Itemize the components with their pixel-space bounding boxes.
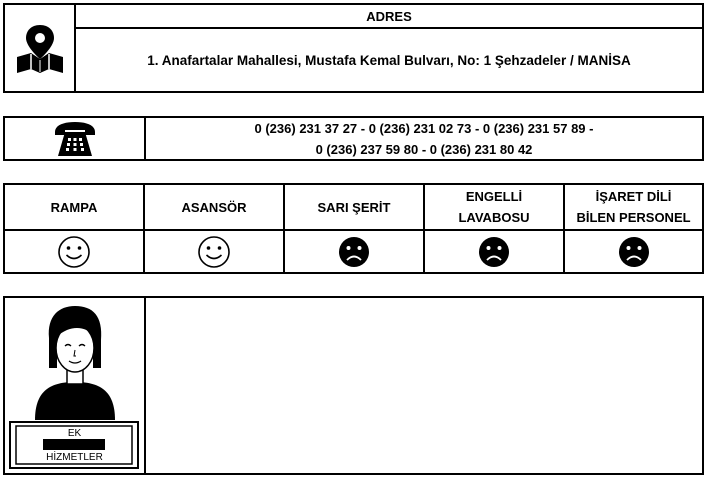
map-pin-icon	[13, 21, 67, 75]
header-asansor-label: ASANSÖR	[181, 199, 247, 215]
header-sari-serit	[285, 185, 423, 229]
header-rampa	[5, 185, 143, 229]
accessibility-table	[3, 183, 704, 274]
header-engelli-lavabosu-line2: LAVABOSU	[458, 210, 530, 225]
services-content	[146, 298, 702, 473]
services-icon-cell	[5, 298, 144, 473]
frown-icon	[617, 235, 651, 269]
status-asansor	[145, 231, 283, 272]
phone-box	[3, 116, 704, 161]
header-engelli-lavabosu	[425, 185, 563, 229]
smile-icon	[197, 235, 231, 269]
sign-line-1: EK	[67, 428, 82, 439]
address-box	[3, 3, 704, 93]
phone-line-1: 0 (236) 231 37 27 - 0 (236) 231 02 73 - 0 (236) 231 57 89 -	[254, 121, 594, 136]
status-rampa	[5, 231, 143, 272]
address-header: ADRES	[366, 8, 412, 24]
phone-icon-cell	[5, 118, 144, 159]
address-text: 1. Anafartalar Mahallesi, Mustafa Kemal Bulvarı, No: 1 Şehzadeler / MANİSA	[147, 52, 631, 68]
status-sari-serit	[285, 231, 423, 272]
header-rampa-label: RAMPA	[50, 199, 98, 215]
person-icon	[5, 298, 144, 473]
address-icon-cell	[5, 5, 75, 91]
frown-icon	[337, 235, 371, 269]
sign-line-2: HİZMETLER	[46, 452, 103, 463]
phone-line-2: 0 (236) 237 59 80 - 0 (236) 231 80 42	[315, 142, 533, 157]
header-isaret-dili-line2: BİLEN PERSONEL	[576, 210, 691, 225]
services-box	[3, 296, 704, 475]
header-sari-serit-label: SARI ŞERİT	[317, 199, 391, 215]
status-isaret-dili	[565, 231, 702, 272]
header-asansor	[145, 185, 283, 229]
phone-numbers	[146, 118, 702, 159]
smile-icon	[57, 235, 91, 269]
telephone-icon	[52, 120, 98, 158]
frown-icon	[477, 235, 511, 269]
header-isaret-dili-line1: İŞARET DİLİ	[595, 189, 672, 204]
status-engelli-lavabosu	[425, 231, 563, 272]
header-isaret-dili	[565, 185, 702, 229]
header-engelli-lavabosu-line1: ENGELLİ	[465, 189, 523, 204]
